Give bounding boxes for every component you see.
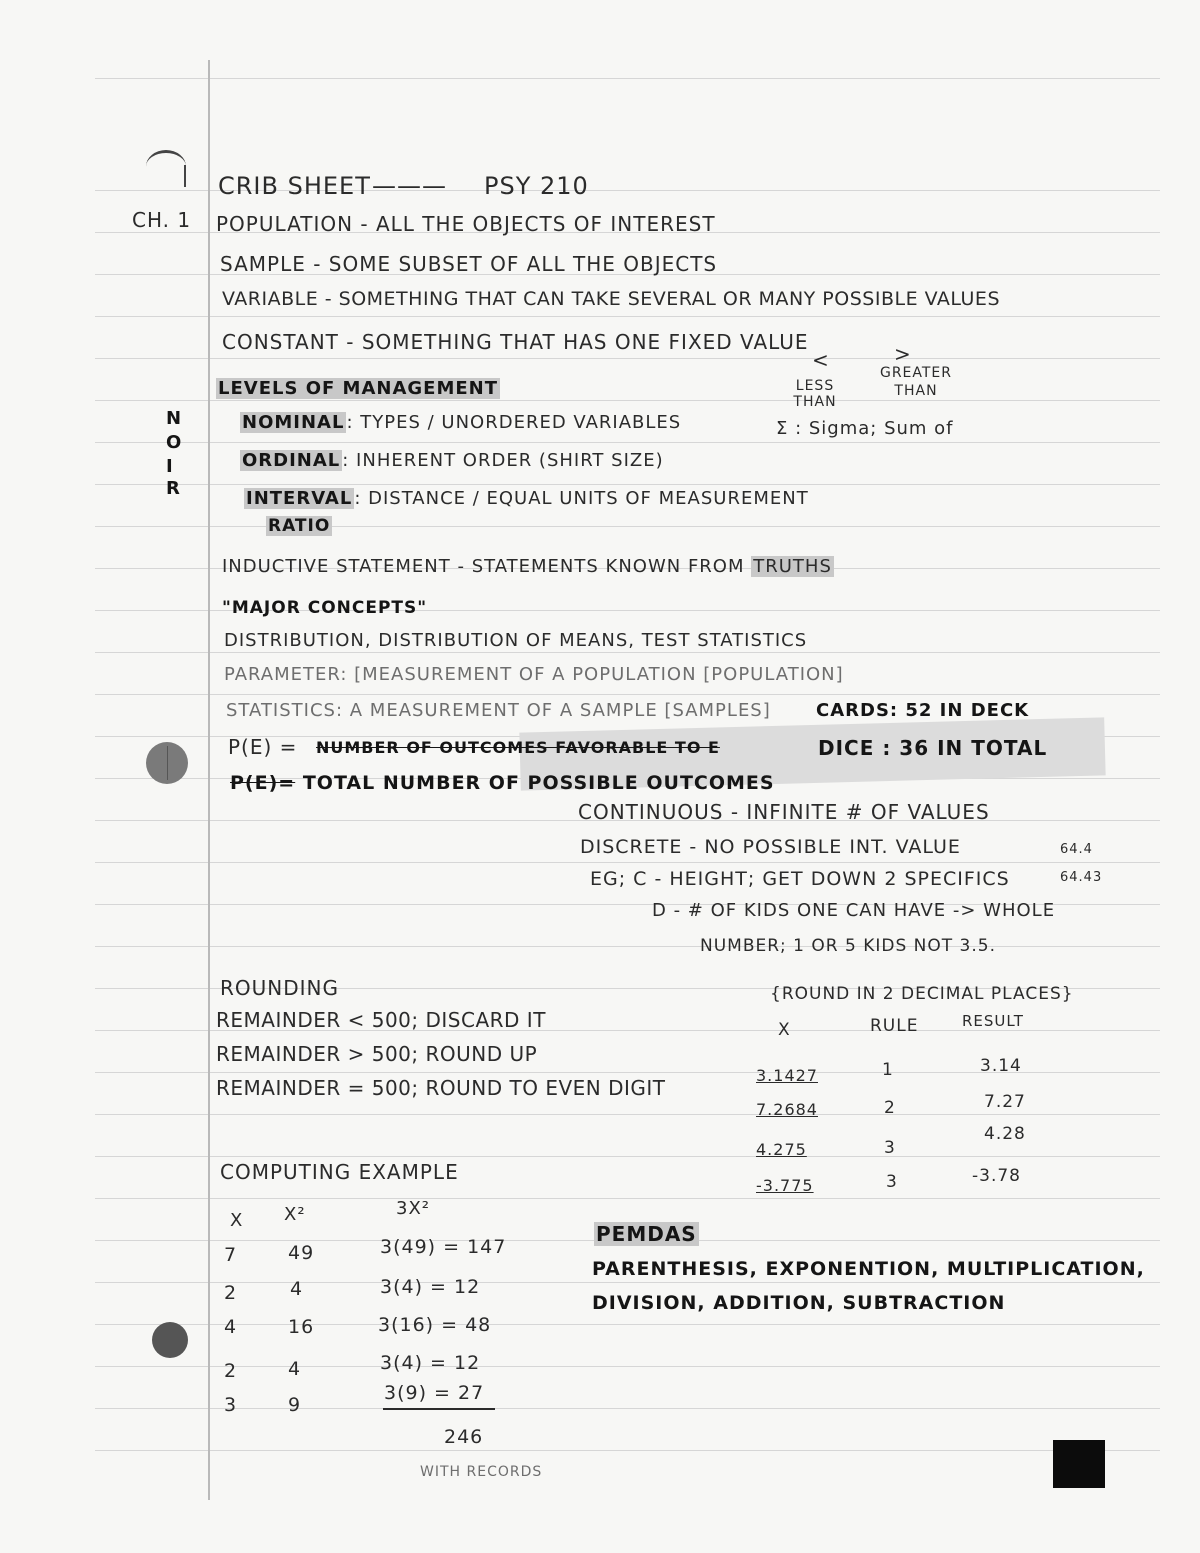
rounding-result: 4.28: [984, 1124, 1026, 1144]
computing-x: 2: [224, 1282, 238, 1304]
definition-sample: SAMPLE - SOME SUBSET OF ALL THE OBJECTS: [220, 252, 718, 276]
height-example-2: 64.43: [1060, 870, 1103, 885]
side-letter-o: O: [166, 432, 183, 453]
computing-x2: 16: [288, 1316, 315, 1338]
ruled-line: [95, 1156, 1160, 1157]
level-ordinal: [240, 450, 664, 471]
level-nominal: [240, 412, 681, 433]
rounding-x: -3.775: [756, 1176, 814, 1195]
side-letter-r: R: [166, 478, 181, 499]
discrete-example-cont: NUMBER; 1 OR 5 KIDS NOT 3.5.: [700, 936, 996, 956]
computing-x: 7: [224, 1244, 238, 1266]
computing-x2: 49: [288, 1242, 315, 1264]
computing-3x2: 3(9) = 27: [384, 1382, 485, 1404]
level-term: INTERVAL: [246, 488, 353, 509]
denominator-text: TOTAL NUMBER OF POSSIBLE OUTCOMES: [302, 772, 775, 794]
rounding-x: 4.275: [756, 1140, 807, 1159]
ruled-line: [95, 526, 1160, 527]
definition-constant: CONSTANT - SOMETHING THAT HAS ONE FIXED VALUE: [222, 330, 809, 354]
greater-than-label: GREATER THAN: [879, 365, 953, 399]
side-letter-i: I: [166, 456, 174, 477]
rounding-heading: ROUNDING: [220, 976, 339, 1000]
ruled-line: [95, 1198, 1160, 1199]
concept-parameter: PARAMETER: [MEASUREMENT OF A POPULATION [POPULATION]: [224, 664, 844, 685]
greater-than-symbol: >: [894, 342, 912, 366]
computing-3x2: 3(49) = 147: [380, 1236, 507, 1258]
computing-x2: 9: [288, 1394, 302, 1416]
definition-variable: VARIABLE - SOMETHING THAT CAN TAKE SEVERAL OR MANY POSSIBLE VALUES: [222, 288, 1000, 310]
page-title: CRIB SHEET: [218, 172, 371, 200]
inductive-statement: [222, 556, 834, 577]
ruled-line: [95, 1450, 1160, 1451]
denominator-prefix: P(E)=: [230, 772, 296, 794]
ruled-line: [95, 946, 1160, 947]
rounding-rule: 1: [882, 1060, 894, 1080]
footer-fragment: WITH RECORDS: [420, 1464, 543, 1480]
ruled-line: [95, 1114, 1160, 1115]
computing-x2: 4: [290, 1278, 304, 1300]
rounding-col-result: RESULT: [962, 1012, 1024, 1030]
rounding-rule-3: REMAINDER = 500; ROUND TO EVEN DIGIT: [216, 1076, 666, 1100]
ruled-line: [95, 652, 1160, 653]
rounding-rule: 2: [884, 1098, 896, 1118]
black-corner-mark: [1053, 1440, 1105, 1488]
pemdas-heading: PEMDAS: [596, 1222, 697, 1246]
dice-note: DICE : 36 IN TOTAL: [818, 736, 1048, 760]
level-desc: : DISTANCE / EQUAL UNITS OF MEASUREMENT: [354, 488, 809, 509]
computing-3x2: 3(4) = 12: [380, 1276, 481, 1298]
margin-line: [208, 60, 210, 1500]
punch-hole-icon: [146, 742, 188, 784]
computing-3x2: 3(16) = 48: [378, 1314, 492, 1336]
level-desc: : TYPES / UNORDERED VARIABLES: [346, 412, 682, 433]
rounding-rule-2: REMAINDER > 500; ROUND UP: [216, 1042, 538, 1066]
computing-x: 3: [224, 1394, 238, 1416]
continuous-example: EG; C - HEIGHT; GET DOWN 2 SPECIFICS: [590, 868, 1010, 890]
course-code: PSY 210: [484, 172, 589, 200]
title-dash: ———: [372, 172, 447, 200]
definition-population: POPULATION - ALL THE OBJECTS OF INTEREST: [216, 212, 716, 236]
ruled-line: [95, 358, 1160, 359]
side-letter-n: N: [166, 408, 183, 429]
ruled-line: [95, 400, 1160, 401]
rounding-col-x: X: [778, 1020, 791, 1040]
rounding-x: 7.2684: [756, 1100, 818, 1119]
ruled-line: [95, 316, 1160, 317]
level-ratio: RATIO: [268, 516, 331, 536]
computing-heading: COMPUTING EXAMPLE: [220, 1160, 459, 1184]
level-desc: : INHERENT ORDER (SHIRT SIZE): [342, 450, 664, 471]
ruled-line: [95, 862, 1160, 863]
concept-statistics: STATISTICS: A MEASUREMENT OF A SAMPLE [SAMPLES]: [226, 700, 771, 721]
ruled-line: [95, 484, 1160, 485]
cards-note: CARDS: 52 IN DECK: [816, 700, 1030, 721]
sum-underline: [383, 1408, 495, 1410]
rounding-table-title: {ROUND IN 2 DECIMAL PLACES}: [770, 984, 1074, 1004]
computing-x: 4: [224, 1316, 238, 1338]
continuous-definition: CONTINUOUS - INFINITE # OF VALUES: [578, 800, 990, 824]
rounding-rule-1: REMAINDER < 500; DISCARD IT: [216, 1008, 546, 1032]
computing-3x2: 3(4) = 12: [380, 1352, 481, 1374]
inductive-text: INDUCTIVE STATEMENT - STATEMENTS KNOWN FROM: [222, 556, 745, 577]
sticker-icon: [152, 1322, 188, 1358]
sigma-definition: Σ : Sigma; Sum of: [776, 418, 954, 439]
concepts-heading: "MAJOR CONCEPTS": [222, 598, 428, 618]
computing-x2: 4: [288, 1358, 302, 1380]
computing-col-3x2: 3X²: [396, 1198, 430, 1219]
computing-col-x: X: [230, 1210, 244, 1231]
margin-doodle-icon: [146, 150, 186, 183]
ruled-line: [95, 442, 1160, 443]
ruled-line: [95, 1366, 1160, 1367]
ruled-line: [95, 1408, 1160, 1409]
rounding-col-rule: RULE: [870, 1016, 919, 1036]
rounding-x: 3.1427: [756, 1066, 818, 1085]
probability-numerator: NUMBER OF OUTCOMES FAVORABLE TO E: [316, 738, 720, 757]
level-interval: [244, 488, 809, 509]
ruled-line: [95, 1282, 1160, 1283]
rounding-result: -3.78: [972, 1166, 1021, 1186]
computing-col-x2: X²: [284, 1204, 306, 1225]
level-term: ORDINAL: [242, 450, 341, 471]
rounding-result: 7.27: [984, 1092, 1026, 1112]
less-than-symbol: <: [812, 348, 830, 372]
computing-total: 246: [444, 1426, 484, 1448]
rounding-result: 3.14: [980, 1056, 1022, 1076]
inductive-highlight: TRUTHS: [753, 556, 832, 577]
chapter-label: CH. 1: [132, 208, 192, 232]
ruled-line: [95, 694, 1160, 695]
height-example-1: 64.4: [1060, 842, 1093, 857]
computing-x: 2: [224, 1360, 238, 1382]
discrete-definition: DISCRETE - NO POSSIBLE INT. VALUE: [580, 836, 961, 858]
rounding-rule: 3: [884, 1138, 896, 1158]
less-than-label: LESS THAN: [793, 378, 837, 410]
discrete-example: D - # OF KIDS ONE CAN HAVE -> WHOLE: [652, 900, 1056, 921]
concept-distribution: DISTRIBUTION, DISTRIBUTION OF MEANS, TEST STATISTICS: [224, 630, 808, 651]
pemdas-line-1: PARENTHESIS, EXPONENTION, MULTIPLICATION,: [592, 1258, 1145, 1280]
pemdas-line-2: DIVISION, ADDITION, SUBTRACTION: [592, 1292, 1006, 1314]
ruled-line: [95, 78, 1160, 79]
level-term: NOMINAL: [242, 412, 345, 433]
levels-heading: LEVELS OF MANAGEMENT: [218, 378, 499, 399]
rounding-rule: 3: [886, 1172, 898, 1192]
probability-lhs: P(E) =: [228, 735, 298, 759]
probability-denominator: [230, 772, 775, 794]
margin-doodle-stem: [184, 165, 186, 187]
ruled-line: [95, 1324, 1160, 1325]
